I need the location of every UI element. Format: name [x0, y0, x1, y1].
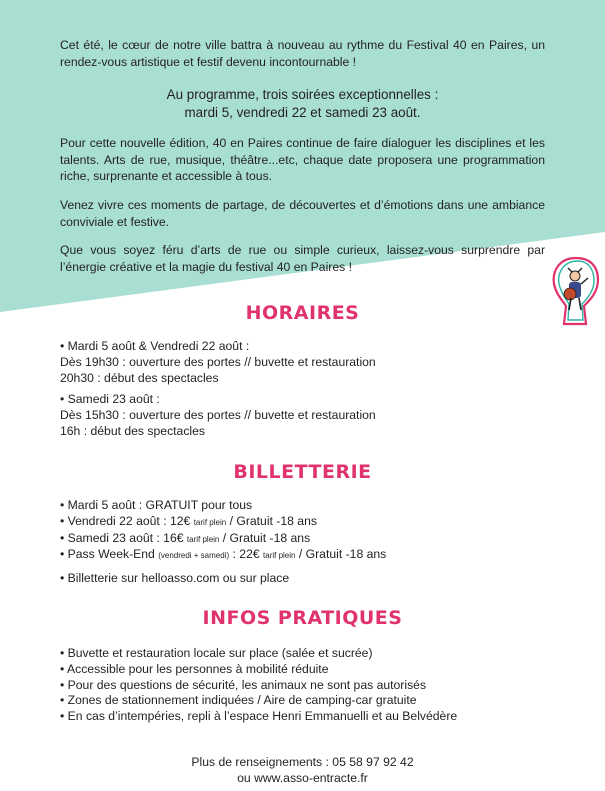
billetterie-online-list: [60, 571, 560, 587]
billetterie-list: [60, 498, 560, 564]
billetterie-online: • Billetterie sur helloasso.com ou sur place: [60, 571, 290, 585]
intro-paragraph-3: Pour cette nouvelle édition, 40 en Paires continue de faire dialoguer les disciplines et les talents. Arts de rue, musique, théâtre...etc, chaque date proposera une programmation riche, surprenante et accessible à tous.: [60, 136, 545, 183]
horaires-group-2: [60, 392, 560, 439]
programme-line-2: mardi 5, vendredi 22 et samedi 23 août.: [184, 104, 421, 120]
intro-paragraph-1: Cet été, le cœur de notre ville battra à nouveau au rythme du Festival 40 en Paires, un rendez-vous artistique et festif devenu incontournable !: [60, 38, 545, 69]
infos-list: [60, 646, 560, 725]
programme-block: [60, 86, 545, 121]
horaires-heading: HORAIRES: [245, 302, 360, 324]
infos-pratiques-heading: INFOS PRATIQUES: [202, 607, 403, 629]
contact-website-line: ou www.asso-entracte.fr: [237, 771, 368, 785]
horaires-doors-line: Dès 15h30 : ouverture des portes // buvette et restauration: [60, 407, 376, 422]
intro-paragraph-4: Venez vivre ces moments de partage, de découvertes et d’émotions dans une ambiance conviviale et festive.: [60, 198, 545, 229]
programme-line-1: Au programme, trois soirées exceptionnelles :: [166, 87, 439, 102]
intro-paragraph-5: Que vous soyez féru d’arts de rue ou simple curieux, laissez-vous surprendre par l’énergie créative et la magie du festival 40 en Paires !: [60, 243, 545, 274]
billetterie-weekend: • Pass Week-End (vendredi + samedi) : 22€ tarif plein / Gratuit -18 ans: [60, 547, 387, 562]
billetterie-vendredi: • Vendredi 22 août : 12€ tarif plein / Gratuit -18 ans: [60, 513, 317, 528]
horaires-show-line: 16h : début des spectacles: [60, 423, 205, 438]
billetterie-samedi: • Samedi 23 août : 16€ tarif plein / Gratuit -18 ans: [60, 530, 311, 545]
contact-phone-line: Plus de renseignements : 05 58 97 92 42: [191, 755, 414, 769]
horaires-doors-line: Dès 19h30 : ouverture des portes // buvette et restauration: [60, 354, 376, 369]
horaires-group-1: [60, 339, 560, 386]
info-item: • En cas d’intempéries, repli à l’espace Henri Emmanuelli et au Belvédère: [60, 709, 458, 724]
horaires-date-line: • Mardi 5 août & Vendredi 22 août :: [60, 339, 250, 353]
info-item: • Zones de stationnement indiquées / Aire de camping-car gratuite: [60, 693, 417, 708]
contact-footer: [0, 754, 605, 786]
info-item: • Accessible pour les personnes à mobilité réduite: [60, 661, 329, 676]
horaires-date-line: • Samedi 23 août :: [60, 392, 160, 406]
billetterie-heading: BILLETTERIE: [233, 461, 372, 483]
horaires-show-line: 20h30 : début des spectacles: [60, 370, 219, 385]
info-item: • Pour des questions de sécurité, les animaux ne sont pas autorisés: [60, 677, 427, 692]
festival-mascot-icon: [548, 254, 604, 330]
billetterie-mardi: • Mardi 5 août : GRATUIT pour tous: [60, 498, 253, 512]
info-item: • Buvette et restauration locale sur place (salée et sucrée): [60, 646, 373, 660]
